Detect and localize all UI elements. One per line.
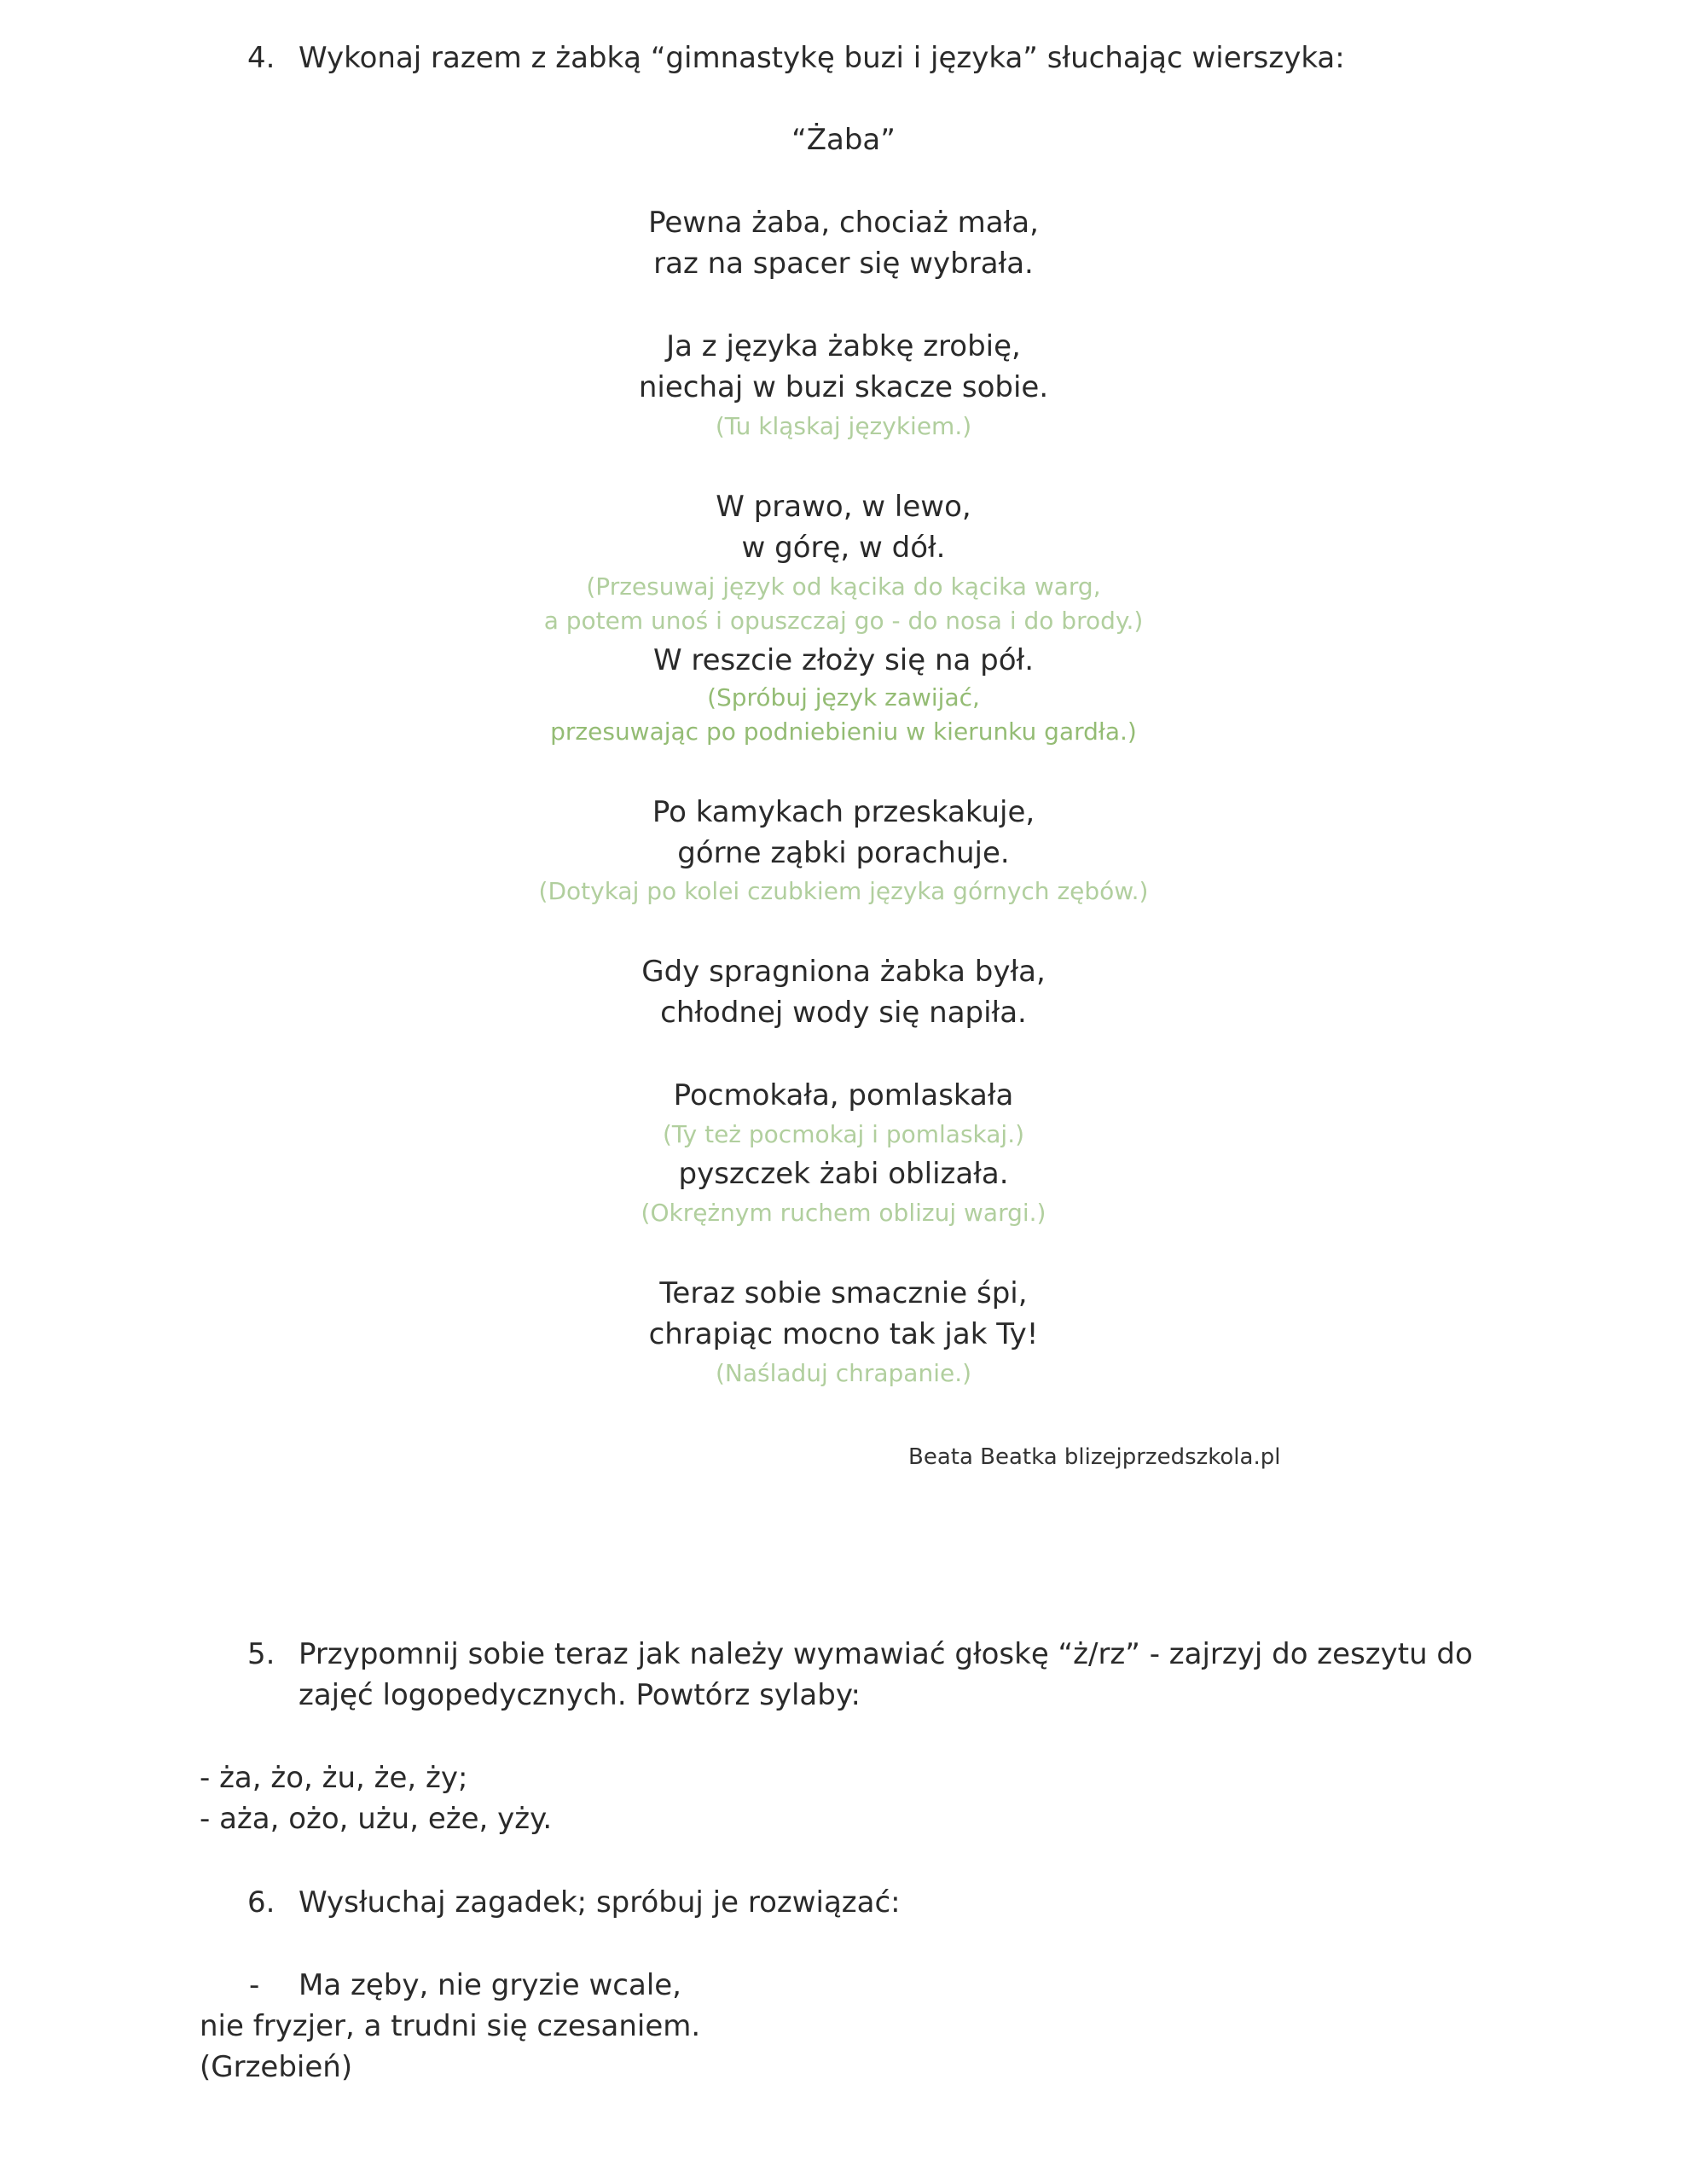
instruction-6: Wysłuchaj zagadek; spróbuj je rozwiązać:: [299, 1885, 901, 1920]
riddle-bullet: -: [249, 1968, 260, 2002]
poem-instruction: (Dotykaj po kolei czubkiem języka górnych zębów.): [538, 877, 1149, 905]
poem-line: chrapiąc mocno tak jak Ty!: [648, 1317, 1039, 1351]
instruction-5-line2: zajęć logopedycznych. Powtórz sylaby:: [299, 1678, 861, 1712]
poem-instruction: a potem unoś i opuszczaj go - do nosa i do brody.): [543, 607, 1144, 635]
poem-line: W prawo, w lewo,: [716, 490, 971, 524]
poem-line: Teraz sobie smacznie śpi,: [659, 1276, 1028, 1310]
poem-instruction: (Spróbuj język zawijać,: [707, 683, 980, 712]
poem-line: Ja z języka żabkę zrobię,: [666, 329, 1021, 363]
poem-title: “Żaba”: [791, 123, 896, 157]
poem-credit: Beata Beatka blizejprzedszkola.pl: [908, 1444, 1281, 1470]
item-number-5: 5.: [247, 1637, 275, 1671]
poem-line: pyszczek żabi oblizała.: [678, 1157, 1009, 1191]
poem-instruction: (Przesuwaj język od kącika do kącika warg,: [586, 572, 1101, 601]
poem-line: Pocmokała, pomlaskała: [673, 1078, 1014, 1112]
instruction-4: Wykonaj razem z żabką “gimnastykę buzi i języka” słuchając wierszyka:: [299, 41, 1345, 75]
poem-instruction: (Naśladuj chrapanie.): [715, 1359, 972, 1387]
poem-line: chłodnej wody się napiła.: [660, 996, 1027, 1030]
riddle-line: nie fryzjer, a trudni się czesaniem.: [200, 2009, 701, 2043]
poem-instruction: przesuwając po podniebieniu w kierunku gardła.): [550, 717, 1137, 746]
poem-line: Po kamykach przeskakuje,: [652, 795, 1035, 829]
poem-line: W reszcie złoży się na pół.: [652, 643, 1035, 677]
poem-line: Gdy spragniona żabka była,: [641, 955, 1046, 989]
riddle-line: Ma zęby, nie gryzie wcale,: [299, 1968, 681, 2002]
poem-line: niechaj w buzi skacze sobie.: [638, 370, 1049, 404]
poem-instruction: (Okrężnym ruchem oblizuj wargi.): [641, 1199, 1046, 1227]
poem-instruction: (Tu kląskaj językiem.): [715, 412, 972, 440]
poem-line: górne ząbki porachuje.: [677, 836, 1010, 870]
syllables-line: - ża, żo, żu, że, ży;: [200, 1761, 468, 1795]
riddle-answer: (Grzebień): [200, 2050, 353, 2084]
instruction-5-line1: Przypomnij sobie teraz jak należy wymawiać głoskę “ż/rz” - zajrzyj do zeszytu do: [299, 1637, 1473, 1671]
poem-line: Pewna żaba, chociaż mała,: [648, 206, 1039, 240]
syllables-line: - aża, ożo, użu, eże, yży.: [200, 1802, 553, 1836]
item-number-4: 4.: [247, 41, 275, 75]
poem-line: w górę, w dół.: [741, 531, 946, 565]
item-number-6: 6.: [247, 1885, 275, 1920]
poem-instruction: (Ty też pocmokaj i pomlaskaj.): [662, 1120, 1025, 1148]
poem-line: raz na spacer się wybrała.: [653, 247, 1034, 281]
